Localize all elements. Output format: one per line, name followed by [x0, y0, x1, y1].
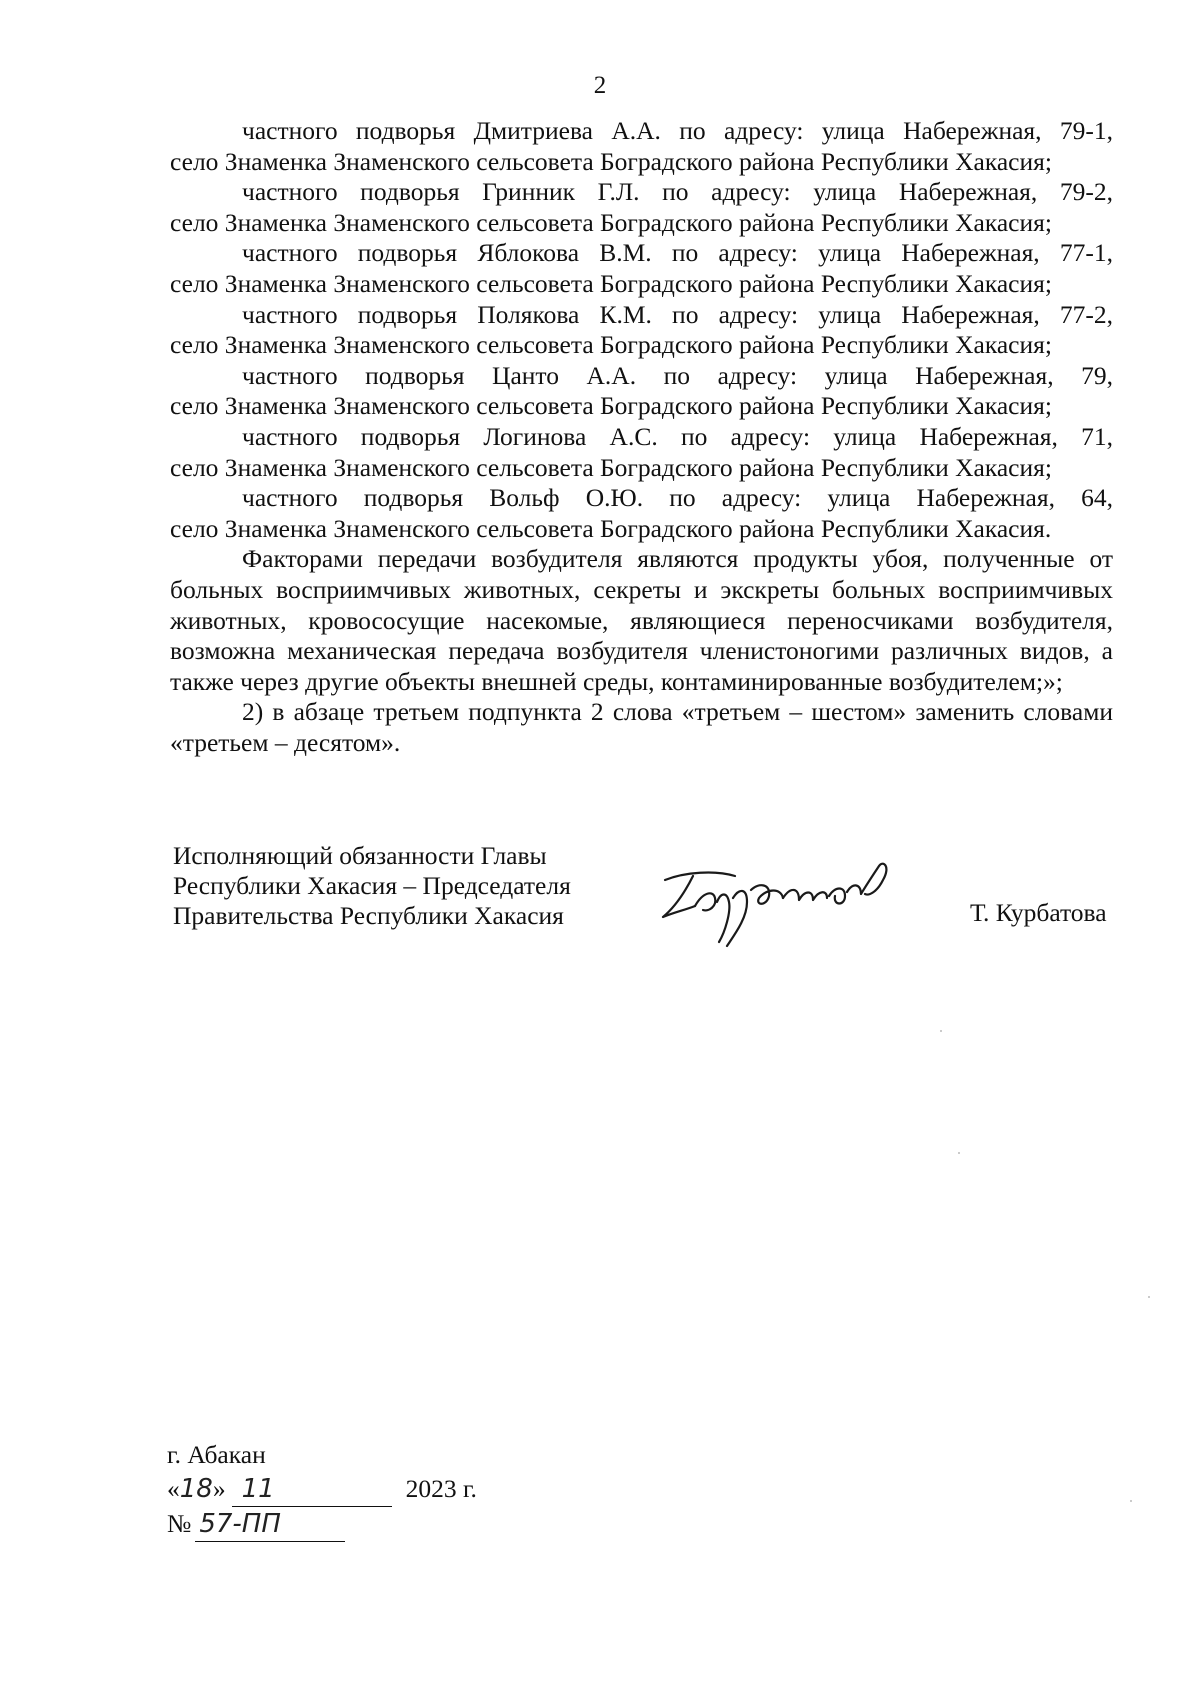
date-line	[167, 1472, 477, 1507]
address-line-1: частного подворья Вольф О.Ю. по адресу: улица Набережная, 64,	[242, 483, 1113, 513]
document-footer	[167, 1438, 477, 1542]
address-paragraph	[170, 483, 1113, 544]
address-line-1: частного подворья Гринник Г.Л. по адресу: улица Набережная, 79-2,	[242, 177, 1113, 207]
handwritten-signature	[655, 862, 915, 952]
address-line-2: село Знаменка Знаменского сельсовета Боградского района Республики Хакасия;	[170, 391, 1052, 421]
signatory-title-line: Республики Хакасия – Председателя	[173, 871, 571, 900]
address-paragraph	[170, 238, 1113, 299]
signatory-name: Т. Курбатова	[970, 898, 1107, 927]
amendment-line-1: 2) в абзаце третьем подпункта 2 слова «третьем – шестом» заменить словами	[242, 697, 1113, 727]
address-line-1: частного подворья Логинова А.С. по адресу: улица Набережная, 71,	[242, 421, 1113, 451]
address-line-1: частного подворья Полякова К.М. по адресу: улица Набережная, 77-2,	[242, 299, 1113, 329]
scan-speck	[1148, 1296, 1150, 1298]
scan-speck	[958, 1152, 960, 1154]
factors-line: больных восприимчивых животных, секреты и экскреты больных восприимчивых	[170, 574, 1113, 604]
factors-line: животных, кровососущие насекомые, являющиеся переносчиками возбудителя,	[170, 605, 1113, 635]
document-body	[170, 116, 1113, 758]
scan-speck	[1130, 1500, 1132, 1502]
date-year: 2023 г.	[405, 1474, 477, 1503]
number-field	[195, 1507, 345, 1542]
factors-line: возможна механическая передача возбудителя членистоногими различных видов, а	[170, 636, 1113, 666]
address-line-2: село Знаменка Знаменского сельсовета Боградского района Республики Хакасия;	[170, 452, 1052, 482]
date-day: 18	[179, 1474, 213, 1504]
signatory-title-line: Правительства Республики Хакасия	[173, 901, 564, 930]
amendment-item-2	[170, 697, 1113, 758]
date-month-field	[232, 1472, 392, 1507]
number-label: №	[167, 1509, 192, 1538]
page-number: 2	[593, 72, 607, 99]
scan-speck	[940, 1030, 942, 1032]
address-line-1: частного подворья Яблокова В.М. по адресу: улица Набережная, 77-1,	[242, 238, 1113, 268]
address-line-1: частного подворья Цанто А.А. по адресу: улица Набережная, 79,	[242, 360, 1113, 390]
address-line-2: село Знаменка Знаменского сельсовета Боградского района Республики Хакасия;	[170, 207, 1052, 237]
address-line-1: частного подворья Дмитриева А.А. по адресу: улица Набережная, 79-1,	[242, 116, 1113, 145]
amendment-line-2: «третьем – десятом».	[170, 727, 401, 757]
address-line-2: село Знаменка Знаменского сельсовета Боградского района Республики Хакасия;	[170, 330, 1052, 360]
date-quote-close: »	[212, 1474, 226, 1503]
city: г. Абакан	[167, 1440, 266, 1469]
address-line-2: село Знаменка Знаменского сельсовета Боградского района Республики Хакасия;	[170, 146, 1052, 176]
address-paragraph	[170, 177, 1113, 238]
signatory-title-line: Исполняющий обязанности Главы	[173, 841, 547, 870]
number-line	[167, 1507, 477, 1542]
factors-line: также через другие объекты внешней среды, контаминированные возбудителем;»;	[170, 666, 1063, 696]
factors-paragraph	[170, 544, 1113, 697]
address-paragraph	[170, 116, 1113, 177]
date-month: 11	[241, 1474, 275, 1504]
address-paragraph	[170, 300, 1113, 361]
address-line-2: село Знаменка Знаменского сельсовета Боградского района Республики Хакасия;	[170, 268, 1052, 298]
document-number: 57-ПП	[199, 1509, 281, 1539]
signatory-title	[173, 841, 571, 931]
address-paragraph	[170, 422, 1113, 483]
address-line-2: село Знаменка Знаменского сельсовета Боградского района Республики Хакасия.	[170, 513, 1052, 543]
date-quote-open: «	[167, 1474, 180, 1503]
factors-line: Факторами передачи возбудителя являются продукты убоя, полученные от	[242, 544, 1113, 574]
address-paragraph	[170, 361, 1113, 422]
